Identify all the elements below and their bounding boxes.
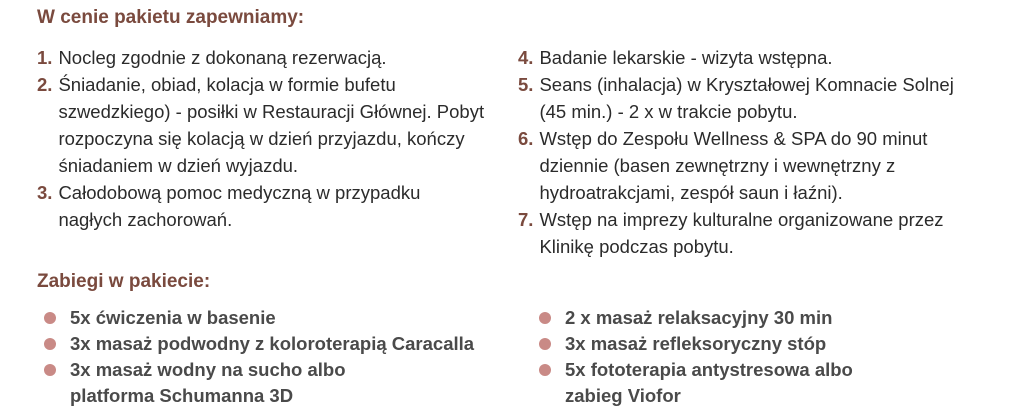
package-list-left xyxy=(37,44,517,233)
item-number: 2. xyxy=(37,74,53,95)
list-item xyxy=(44,305,534,331)
section-title-treatments: Zabiegi w pakiecie: xyxy=(37,271,211,292)
item-text: Seans (inhalacja) w Kryształowej Komnacie Solnej (45 min.) - 2 x w trakcie pobytu. xyxy=(539,74,954,122)
bullet-icon xyxy=(44,312,56,324)
list-item xyxy=(518,206,998,260)
treatments-list-left xyxy=(44,305,534,409)
item-text: 3x masaż wodny na sucho albo platforma Schumanna 3D xyxy=(70,359,346,406)
item-text: 3x masaż podwodny z koloroterapią Caracalla xyxy=(70,333,475,354)
item-number: 6. xyxy=(518,128,534,149)
item-number: 1. xyxy=(37,47,53,68)
list-item xyxy=(37,179,517,233)
list-item xyxy=(37,71,517,179)
list-item xyxy=(539,305,1009,331)
bullet-icon xyxy=(44,338,56,350)
item-text: Nocleg zgodnie z dokonaną rezerwacją. xyxy=(58,47,387,68)
list-item xyxy=(518,44,998,71)
item-text: 5x ćwiczenia w basenie xyxy=(70,307,276,328)
item-number: 4. xyxy=(518,47,534,68)
list-item xyxy=(44,331,534,357)
list-item xyxy=(518,71,998,125)
list-item xyxy=(539,331,1009,357)
item-text: 2 x masaż relaksacyjny 30 min xyxy=(565,307,833,328)
item-text: Wstęp na imprezy kulturalne organizowane przez Klinikę podczas pobytu. xyxy=(539,209,944,257)
bullet-icon xyxy=(539,338,551,350)
item-text: Śniadanie, obiad, kolacja w formie bufetu szwedzkiego) - posiłki w Restauracji Głównej. Pobyt rozpoczyna się kolacją w dzień przyjazdu, kończy śniadaniem w dzień wyjazdu. xyxy=(58,74,485,176)
list-item xyxy=(539,357,1009,409)
package-list-right xyxy=(518,44,998,260)
bullet-icon xyxy=(539,364,551,376)
treatments-list-right xyxy=(539,305,1009,409)
item-text: Całodobową pomoc medyczną w przypadku nagłych zachorowań. xyxy=(58,182,421,230)
bullet-icon xyxy=(44,364,56,376)
item-text: Wstęp do Zespołu Wellness & SPA do 90 minut dziennie (basen zewnętrzny i wewnętrzny z hydroatrakcjami, zespół saun i łaźni). xyxy=(539,128,928,203)
list-item xyxy=(44,357,534,409)
list-item xyxy=(37,44,517,71)
bullet-icon xyxy=(539,312,551,324)
item-text: 3x masaż refleksoryczny stóp xyxy=(565,333,827,354)
item-number: 5. xyxy=(518,74,534,95)
item-number: 3. xyxy=(37,182,53,203)
list-item xyxy=(518,125,998,206)
item-text: Badanie lekarskie - wizyta wstępna. xyxy=(539,47,833,68)
section-title-package: W cenie pakietu zapewniamy: xyxy=(37,7,305,28)
item-text: 5x fototerapia antystresowa albo zabieg Viofor xyxy=(565,359,853,406)
item-number: 7. xyxy=(518,209,534,230)
